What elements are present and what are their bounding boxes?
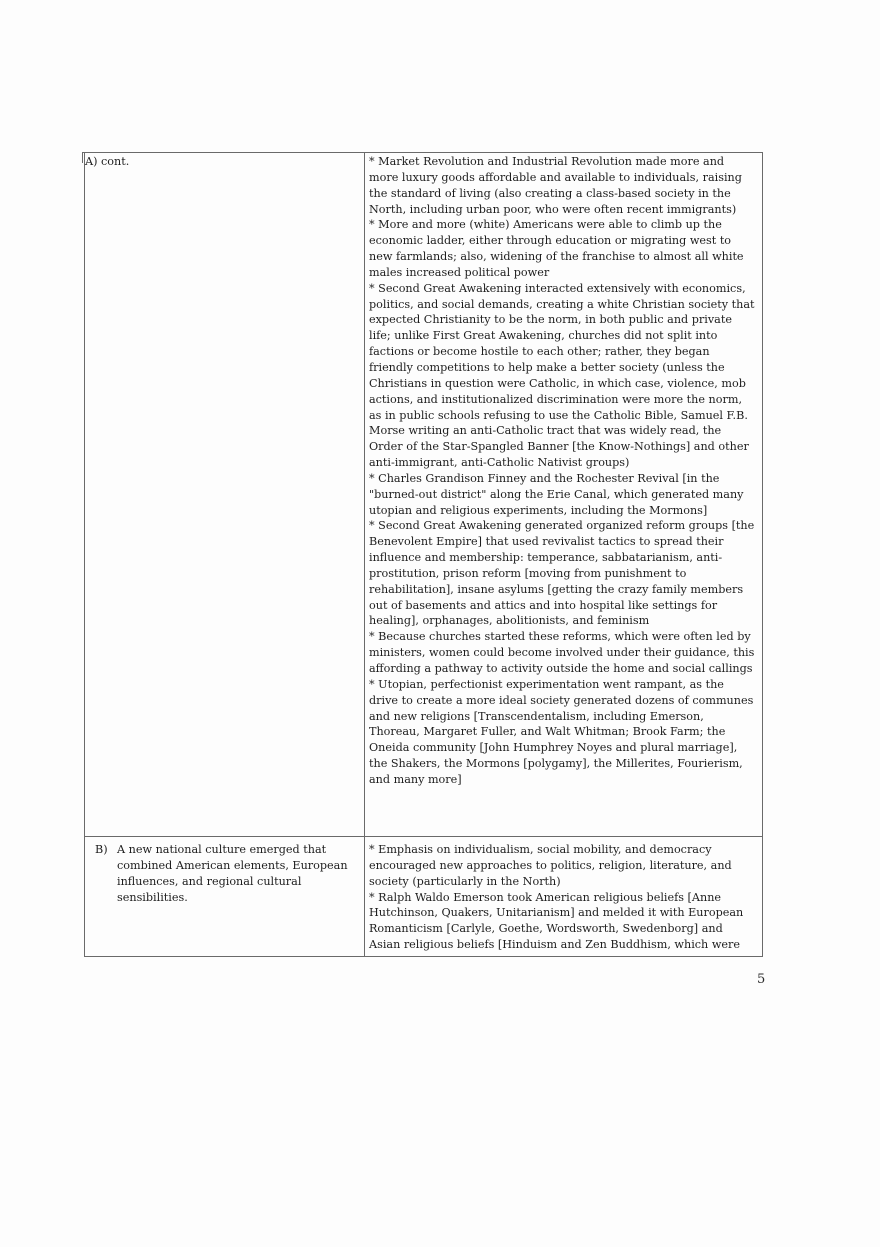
row-a-bullet: * Second Great Awakening generated organized reform groups [the Benevolent Empire] that used revivalist tactics to spread their influence and membership: temperance, sabbatarianism, anti-prostitution, prison reform [moving from punishment to rehabilitation], insane asylums [getting the crazy family members out of basements and attics and into hospital like settings for healing], orphanages, abolitionists, and feminism	[369, 519, 755, 628]
row-b-bullet: * Ralph Waldo Emerson took American religious beliefs [Anne Hutchinson, Quakers, Unitarianism] and melded it with European Romanticism [Carlyle, Goethe, Wordsworth, Swedenborg] and Asian religious beliefs [Hinduism and Zen Buddhism, which were	[369, 890, 744, 952]
row-b-heading: A new national culture emerged that combined American elements, European influences, and regional cultural sensibilities.	[117, 843, 348, 904]
page-number: 5	[757, 972, 766, 987]
row-b-right-cell	[365, 837, 763, 957]
table-row-a	[85, 153, 763, 837]
row-a-bullet: * Because churches started these reforms, which were often led by ministers, women could become involved under their guidance, this affording a pathway to activity outside the home and social callings	[369, 630, 755, 675]
table-row-b	[85, 837, 763, 957]
row-b-left-cell	[85, 837, 365, 957]
row-a-bullet: * Charles Grandison Finney and the Rochester Revival [in the "burned-out district" along the Erie Canal, which generated many utopian and religious experiments, including the Mormons]	[369, 471, 744, 517]
row-a-label: A) cont.	[85, 155, 130, 168]
row-a-left-cell	[85, 153, 365, 837]
outline-table	[84, 152, 763, 957]
row-a-bullet: * Market Revolution and Industrial Revolution made more and more luxury goods affordable and available to individuals, raising the standard of living (also creating a class-based society in the North, including urban poor, who were often recent immigrants)	[369, 155, 742, 216]
row-a-bullet: * Utopian, perfectionist experimentation went rampant, as the drive to create a more ideal society generated dozens of communes and new religions [Transcendentalism, including Emerson, Thoreau, Margaret Fuller, and Walt Whitman; Brook Farm; the Oneida community [John Humphrey Noyes and plural marriage], the Shakers, the Mormons [polygamy], the Millerites, Fourierism, and many more]	[369, 677, 754, 786]
row-a-right-cell	[365, 153, 763, 837]
row-b-bullet: * Emphasis on individualism, social mobility, and democracy encouraged new approaches to politics, religion, literature, and society (particularly in the North)	[369, 843, 732, 888]
row-b-letter: B)	[95, 843, 108, 856]
row-a-bullet: * Second Great Awakening interacted extensively with economics, politics, and social demands, creating a white Christian society that expected Christianity to be the norm, in both public and private life; unlike First Great Awakening, churches did not split into factions or become hostile to each other; rather, they began friendly competitions to help make a better society (unless the Christians in question were Catholic, in which case, violence, mob actions, and institutionalized discrimination were more the norm, as in public schools refusing to use the Catholic Bible, Samuel F.B. Morse writing an anti-Catholic tract that was widely read, the Order of the Star-Spangled Banner [the Know-Nothings] and other anti-immigrant, anti-Catholic Nativist groups)	[369, 281, 755, 470]
row-a-bullet: * More and more (white) Americans were able to climb up the economic ladder, either through education or migrating west to new farmlands; also, widening of the franchise to almost all white males increased political power	[369, 218, 744, 279]
